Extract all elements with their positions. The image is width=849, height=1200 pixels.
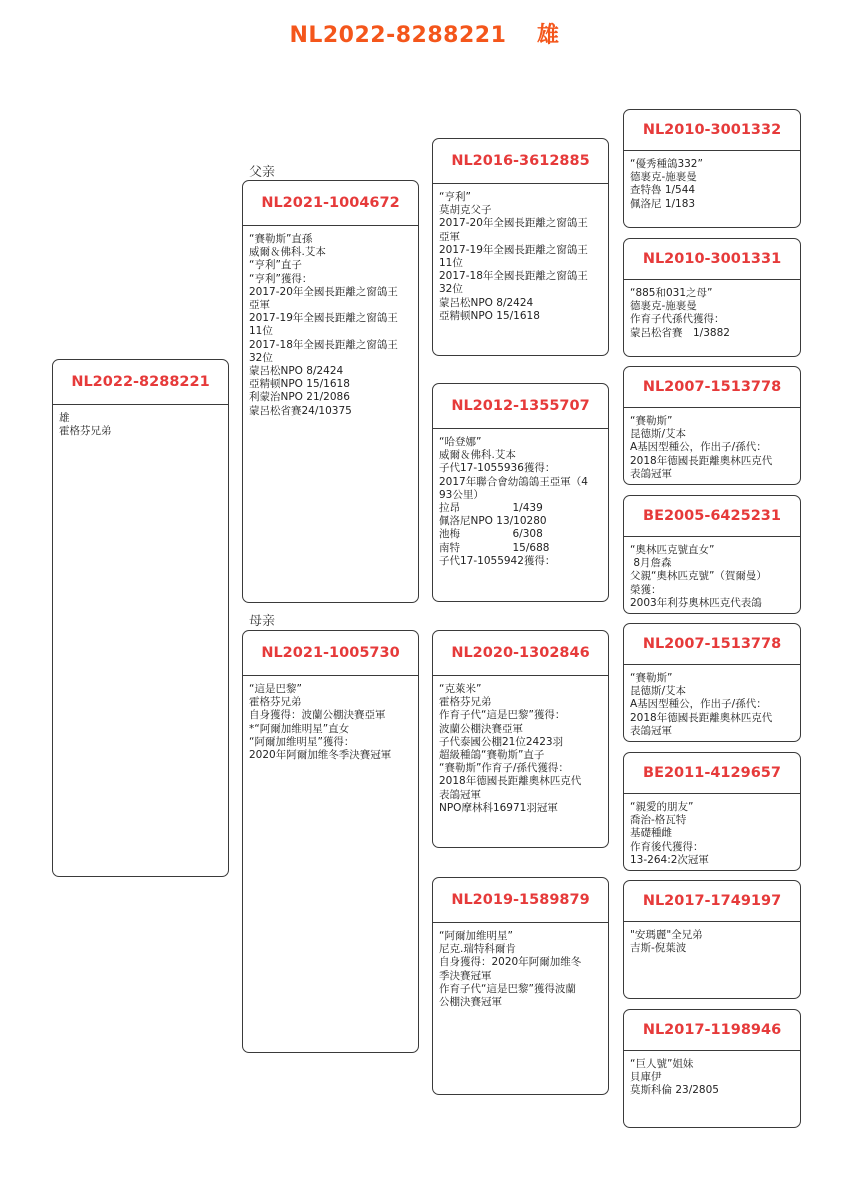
note-line: “賽勒斯”作育子/孫代獲得： [439,762,569,775]
note-line: 8月詹森 [630,557,672,570]
note-line: 表鴿冠軍 [630,467,672,480]
ring-number: NL2012-1355707 [433,384,608,429]
ring-number: NL2021-1005730 [243,631,418,676]
note-line: NPO摩林科16971羽冠軍 [439,801,558,814]
note-line: 2020年阿爾加维冬季決賽冠軍 [249,749,392,762]
pedigree-notes [433,923,608,1013]
pedigree-notes [433,676,608,819]
note-line: 作育子代孫代獲得： [630,313,725,326]
note-line: 莫斯科倫 23/2805 [630,1084,719,1097]
note-line: 拉昂 1/439 [439,502,543,515]
note-line: 亞精顿NPO 15/1618 [249,378,350,391]
note-line: “亨利”直子 [249,259,302,272]
note-line: 雄 [59,412,70,424]
sire-card [242,180,419,603]
note-line: 德裹克-施裹曼 [630,171,697,184]
note-line: 11位 [439,257,463,270]
note-line: 自身獲得：波蘭公棚決賽亞軍 [249,709,386,722]
note-line: 南特 15/688 [439,541,550,554]
note-line: “克萊米” [439,683,482,695]
note-line: 威爾＆佛科.艾本 [439,449,516,462]
note-line: 威爾＆佛科.艾本 [249,246,326,259]
note-line: 尼克.瑞特科爾肯 [439,943,516,956]
note-line: 查特魯 1/544 [630,184,696,197]
ring-number: BE2011-4129657 [624,753,800,794]
note-line: 子代17-1055936獲得： [439,462,556,475]
note-line: 2018年德國長距離奧林匹克代 [630,711,773,724]
note-line: 2017-18年全國長距離之窗鴿王 [439,270,588,283]
note-line: “這是巴黎” [249,683,302,695]
note-line: 作育子代“這是巴黎”獲得波蘭 [439,982,576,995]
note-line: “賽勒斯” [630,672,673,684]
note-line: 蒙呂松省賽24/10375 [249,404,352,417]
note-line: “巨人號”姐妹 [630,1058,694,1070]
sd-dam-card [623,495,801,614]
ring-number: NL2020-1302846 [433,631,608,676]
pedigree-notes [624,280,800,344]
dd-sire-card [623,880,801,999]
note-line: “哈登娜” [439,436,482,448]
pedigree-notes [624,665,800,742]
note-line: 表鴿冠軍 [630,724,672,737]
note-line: “亨利” [439,191,471,203]
note-line: 公棚決賽冠軍 [439,996,502,1009]
mother-label: 母亲 [249,614,276,629]
note-line: *“阿爾加维明星”直女 [249,722,350,735]
note-line: 作育後代獲得： [630,840,704,853]
page-title: NL2022-8288221 雄 [289,23,560,48]
ss-sire-card [623,109,801,228]
note-line: 32位 [249,351,273,364]
note-line: 2017年聯合會幼鴿鴿王亞軍（4 [439,475,588,488]
note-line: 霍格芬兄弟 [249,696,302,709]
note-line: 霍格芬兄弟 [59,425,112,438]
note-line: "安瑪麗"全兄弟 [630,929,703,941]
note-line: 2018年德國長距離奧林匹克代 [439,775,582,788]
ss-dam-card [623,238,801,357]
note-line: “賽勒斯”直孫 [249,233,313,245]
ring-number: NL2010-3001332 [624,110,800,151]
note-line: 基礎種雌 [630,827,672,840]
note-line: 2017-19年全國長距離之窗鴿王 [249,312,398,325]
ring-number: NL2017-1749197 [624,881,800,922]
note-line: 佩洛尼 1/183 [630,197,696,210]
ds-dam-card [623,752,801,871]
note-line: 父親“奧林匹克號”（賀爾曼） [630,570,767,583]
note-line: 季決賽冠軍 [439,969,492,982]
note-line: 波蘭公棚決賽亞軍 [439,722,523,735]
sire-sire-card [432,138,609,356]
note-line: “885和031之母” [630,287,713,299]
ring-number: NL2010-3001331 [624,239,800,280]
pedigree-notes [243,676,418,766]
note-line: 32位 [439,283,463,296]
note-line: 11位 [249,325,273,338]
note-line: 93公里） [439,488,484,501]
note-line: 蒙呂松省賽 1/3882 [630,326,730,339]
note-line: 13-264:2次冠軍 [630,853,709,866]
dam-sire-card [432,630,609,848]
dam-dam-card [432,877,609,1095]
note-line: “賽勒斯” [630,415,673,427]
note-line: “親愛的朋友” [630,801,694,813]
pedigree-notes [624,1051,800,1102]
ring-number: NL2016-3612885 [433,139,608,184]
note-line: A基因型種公，作出子/孫代： [630,441,767,454]
dam-card [242,630,419,1053]
note-line: 利蒙治NPO 21/2086 [249,391,350,404]
ring-number: NL2021-1004672 [243,181,418,226]
note-line: 貝庫伊 [630,1071,662,1084]
note-line: 德裹克-施裹曼 [630,300,697,313]
note-line: 佩洛尼NPO 13/10280 [439,515,547,528]
note-line: “阿爾加维明星”獲得： [249,735,355,748]
pedigree-notes [433,429,608,572]
note-line: 2017-20年全國長距離之窗鴿王 [439,217,588,230]
note-line: 莫胡克父子 [439,204,492,217]
note-line: “亨利”獲得： [249,272,313,285]
note-line: 喬治-格瓦特 [630,814,687,827]
note-line: “奧林匹克號直女” [630,544,715,556]
note-line: 自身獲得：2020年阿爾加维冬 [439,956,582,969]
pedigree-notes [53,405,228,442]
note-line: 亞軍 [249,299,270,312]
note-line: 子代17-1055942獲得： [439,554,556,567]
pedigree-notes [624,922,800,959]
note-line: 2003年利芬奧林匹克代表鴿 [630,596,762,609]
sd-sire-card [623,366,801,485]
ring-number: NL2007-1513778 [624,624,800,665]
note-line: 作育子代“這是巴黎”獲得： [439,709,566,722]
note-line: 子代泰國公棚21位2423羽 [439,735,564,748]
note-line: 2018年德國長距離奧林匹克代 [630,454,773,467]
note-line: 池梅 6/308 [439,528,543,541]
father-label: 父亲 [249,165,276,180]
dd-dam-card [623,1009,801,1128]
ring-number: NL2019-1589879 [433,878,608,923]
note-line: 霍格芬兄弟 [439,696,492,709]
sire-dam-card [432,383,609,602]
note-line: 超級種鴿“賽勒斯”直子 [439,749,545,762]
note-line: 亞軍 [439,230,460,243]
ring-number: NL2022-8288221 [53,360,228,405]
note-line: 表鴿冠軍 [439,788,481,801]
note-line: A基因型種公，作出子/孫代： [630,698,767,711]
note-line: 亞精顿NPO 15/1618 [439,309,540,322]
pedigree-notes [624,794,800,871]
note-line: 昆德斯/艾本 [630,428,687,441]
note-line: “優秀種鴿332” [630,158,703,170]
pedigree-notes [243,226,418,422]
note-line: 蒙呂松NPO 8/2424 [249,365,344,378]
ring-number: NL2017-1198946 [624,1010,800,1051]
note-line: 2017-18年全國長距離之窗鴿王 [249,338,398,351]
note-line: 榮獲： [630,583,662,596]
ring-number: BE2005-6425231 [624,496,800,537]
note-line: “阿爾加维明星” [439,930,513,942]
ring-number: NL2007-1513778 [624,367,800,408]
subject-card [52,359,229,877]
pedigree-notes [624,537,800,614]
note-line: 蒙呂松NPO 8/2424 [439,296,534,309]
note-line: 2017-19年全國長距離之窗鴿王 [439,243,588,256]
pedigree-notes [624,151,800,215]
pedigree-notes [624,408,800,485]
note-line: 2017-20年全國長距離之窗鴿王 [249,285,398,298]
note-line: 吉斯-倪葉波 [630,942,687,955]
pedigree-notes [433,184,608,327]
note-line: 昆德斯/艾本 [630,685,687,698]
ds-sire-card [623,623,801,742]
